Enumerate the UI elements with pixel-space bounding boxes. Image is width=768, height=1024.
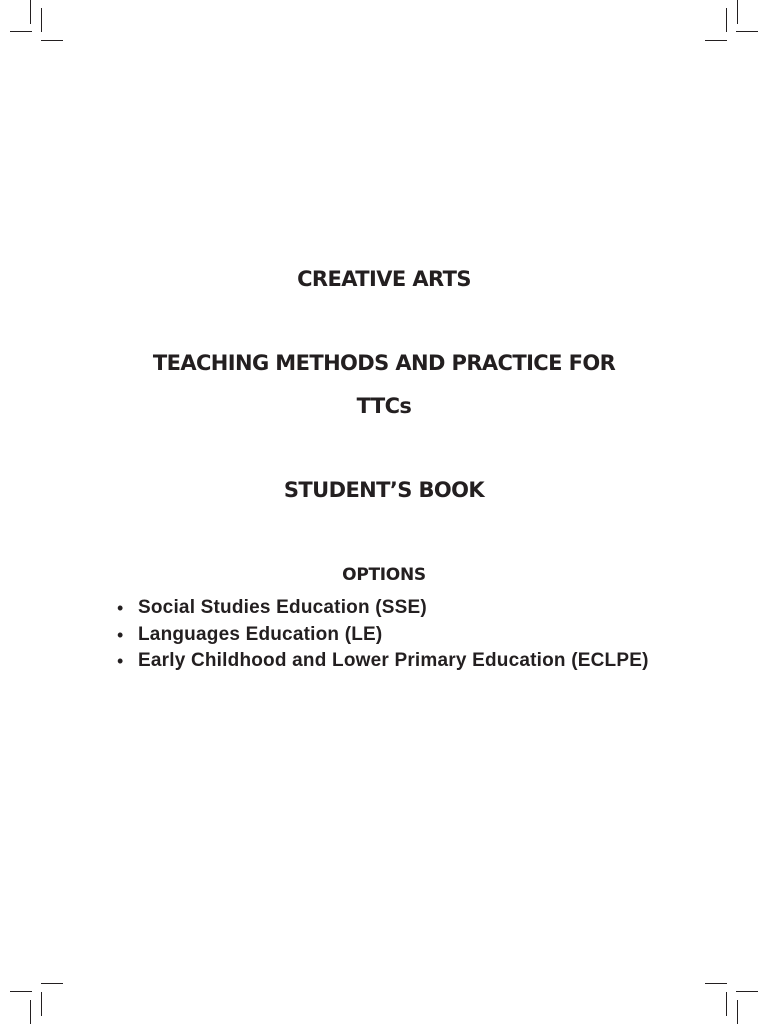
- course-title: TEACHING METHODS AND PRACTICE FOR: [152, 351, 616, 375]
- option-item-eclpe: [117, 648, 657, 675]
- bullet-icon: •: [117, 651, 124, 671]
- options-heading: OPTIONS: [342, 565, 426, 585]
- option-label: Social Studies Education (SSE): [138, 597, 427, 618]
- subject-title: CREATIVE ARTS: [297, 267, 471, 291]
- option-label: Early Childhood and Lower Primary Education (ECLPE): [138, 650, 649, 671]
- bullet-icon: •: [117, 624, 124, 645]
- bullet-icon: •: [117, 598, 124, 618]
- option-label: Languages Education (LE): [138, 623, 383, 645]
- options-list: [117, 595, 657, 675]
- book-type-title: STUDENT’S BOOK: [283, 478, 485, 502]
- option-item-le: [117, 622, 657, 649]
- course-title-continued: TTCs: [356, 394, 412, 418]
- option-item-sse: [117, 595, 657, 622]
